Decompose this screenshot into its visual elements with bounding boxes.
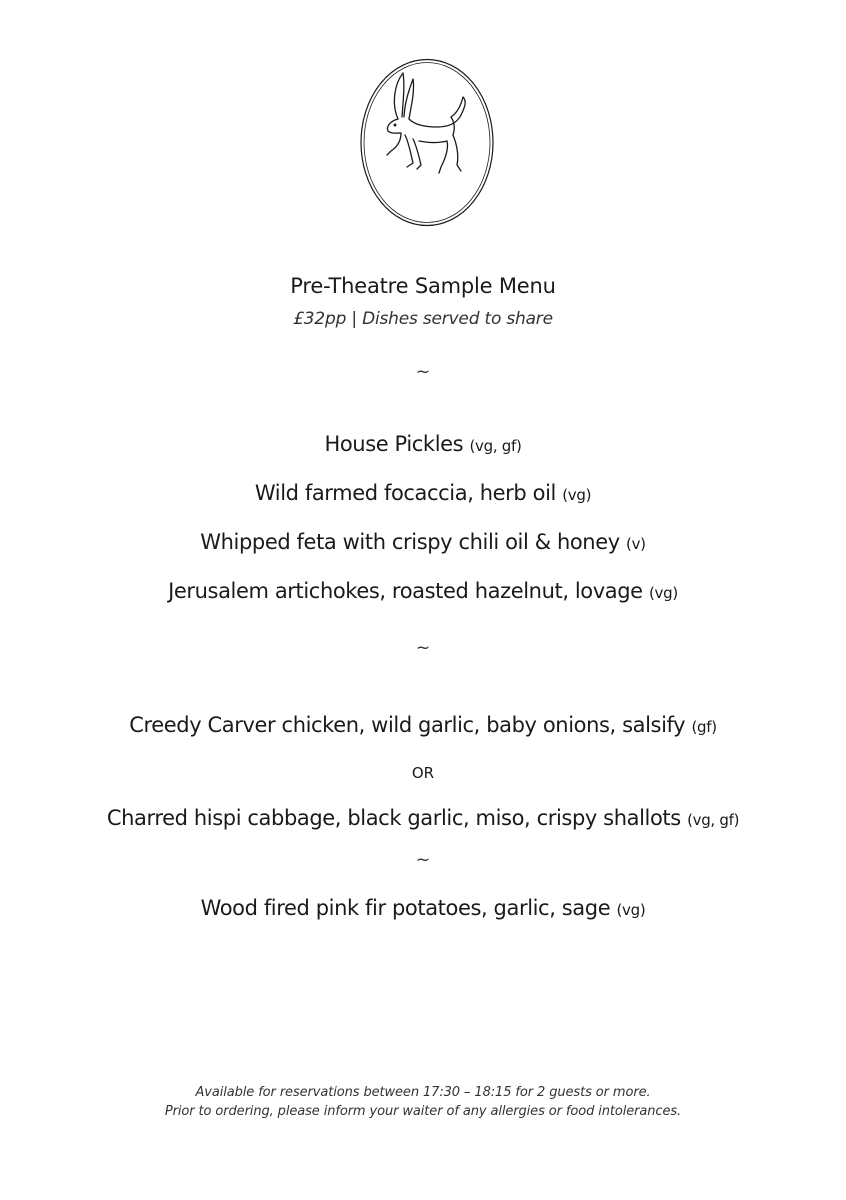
footer-reservation-note: Available for reservations between 17:30 – 18:15 for 2 guests or more. — [195, 1085, 651, 1100]
menu-item — [0, 530, 846, 554]
menu-title: Pre-Theatre Sample Menu — [290, 274, 556, 298]
dish-name: Creedy Carver chicken, wild garlic, baby onions, salsify — [129, 713, 686, 737]
menu-subtitle: £32pp | Dishes served to share — [293, 309, 553, 329]
dish-name: Charred hispi cabbage, black garlic, miso, crispy shallots — [106, 806, 681, 830]
separator: ~ — [415, 638, 431, 658]
dietary-tag: (vg) — [649, 584, 678, 602]
dietary-tag: (gf) — [691, 718, 717, 736]
menu-item — [0, 806, 846, 830]
dietary-tag: (vg, gf) — [469, 437, 522, 455]
separator: ~ — [415, 362, 431, 382]
dish-name: Wood fired pink fir potatoes, garlic, sage — [200, 896, 611, 920]
dish-name: Whipped feta with crispy chili oil & honey — [200, 530, 620, 554]
menu-item — [0, 896, 846, 920]
hare-in-oval-icon — [357, 55, 497, 230]
separator: ~ — [415, 850, 431, 870]
dietary-tag: (vg) — [562, 486, 592, 504]
menu-item — [0, 481, 846, 505]
dietary-tag: (vg, gf) — [687, 811, 740, 829]
dietary-tag: (vg) — [616, 901, 646, 919]
restaurant-logo — [357, 55, 497, 230]
menu-item — [0, 432, 846, 456]
menu-item — [0, 713, 846, 737]
or-label: OR — [411, 764, 435, 782]
dietary-tag: (v) — [626, 535, 646, 553]
dish-name: Wild farmed focaccia, herb oil — [254, 481, 556, 505]
menu-item — [0, 579, 846, 603]
dish-name: House Pickles — [324, 432, 464, 456]
footer-allergy-note: Prior to ordering, please inform your waiter of any allergies or food intolerances. — [164, 1104, 682, 1119]
dish-name: Jerusalem artichokes, roasted hazelnut, lovage — [168, 579, 643, 603]
